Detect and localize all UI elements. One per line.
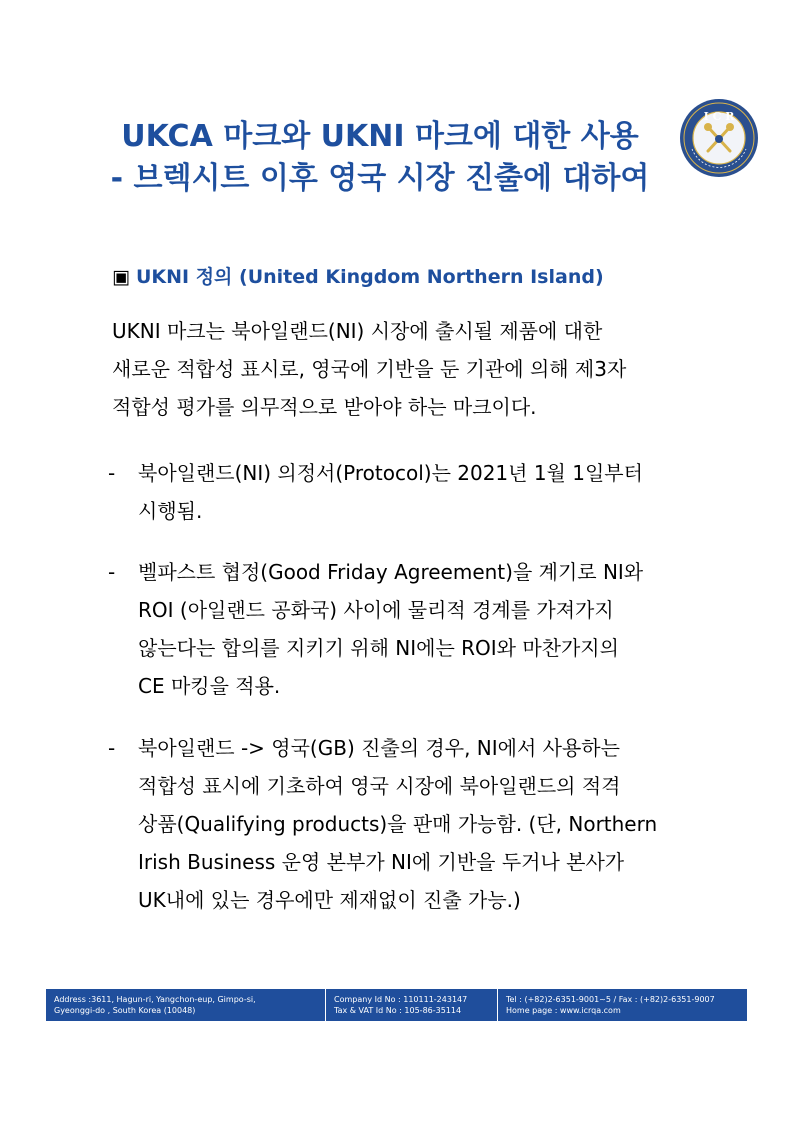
footer-bar <box>46 989 747 1021</box>
dash-bullet: - <box>108 461 116 485</box>
bullet-line: 상품(Qualifying products)을 판매 가능함. (단, Northern <box>138 812 658 836</box>
bullet-line: 않는다는 합의를 지키기 위해 NI에는 ROI와 마찬가지의 <box>138 636 619 660</box>
bullet-line: CE 마킹을 적용. <box>138 674 281 698</box>
icr-seal-logo-icon <box>678 97 760 179</box>
footer-address <box>46 989 325 1021</box>
footer-address-line: Address :3611, Hagun-ri, Yangchon-eup, Gimpo-si, <box>54 995 256 1004</box>
bullet-line: 북아일랜드 -> 영국(GB) 진출의 경우, NI에서 사용하는 <box>138 736 620 760</box>
footer-contact <box>497 989 747 1021</box>
footer-contact-line: Tel : (+82)2-6351-9001~5 / Fax : (+82)2-6351-9007 <box>506 995 715 1004</box>
title-line-2: - 브렉시트 이후 영국 시장 진출에 대하여 <box>110 161 650 196</box>
section-heading <box>112 262 604 289</box>
dash-bullet: - <box>108 560 116 584</box>
intro-paragraph <box>112 312 692 426</box>
dash-bullet: - <box>108 736 116 760</box>
section-heading-text: UKNI 정의 (United Kingdom Northern Island) <box>135 266 604 288</box>
bullet-line: UK내에 있는 경우에만 제재없이 진출 가능.) <box>138 888 521 912</box>
square-bullet-icon: ▣ <box>112 266 130 288</box>
intro-line: UKNI 마크는 북아일랜드(NI) 시장에 출시될 제품에 대한 <box>112 319 603 343</box>
intro-line: 새로운 적합성 표시로, 영국에 기반을 둔 기관에 의해 제3자 <box>112 357 627 381</box>
intro-line: 적합성 평가를 의무적으로 받아야 하는 마크이다. <box>112 395 537 419</box>
bullet-line: 북아일랜드(NI) 의정서(Protocol)는 2021년 1월 1일부터 <box>138 461 643 485</box>
bullet-line: 시행됨. <box>138 499 203 523</box>
document-title <box>40 116 720 200</box>
bullet-line: 적합성 표시에 기초하여 영국 시장에 북아일랜드의 적격 <box>138 774 621 798</box>
bullet-line: ROI (아일랜드 공화국) 사이에 물리적 경계를 가져가지 <box>138 598 614 622</box>
footer-company-line: Tax & VAT Id No : 105-86-35114 <box>334 1006 462 1015</box>
footer-company-line: Company Id No : 110111-243147 <box>334 995 468 1004</box>
footer-address-line: Gyeonggi-do , South Korea (10048) <box>54 1006 196 1015</box>
bullet-line: Irish Business 운영 본부가 NI에 기반을 두거나 본사가 <box>138 850 625 874</box>
footer-contact-line: Home page : www.icrqa.com <box>506 1006 621 1015</box>
bullet-line: 벨파스트 협정(Good Friday Agreement)을 계기로 NI와 <box>138 560 644 584</box>
title-line-1: UKCA 마크와 UKNI 마크에 대한 사용 <box>121 119 639 154</box>
logo-text: I C R <box>703 110 735 123</box>
footer-company <box>325 989 497 1021</box>
